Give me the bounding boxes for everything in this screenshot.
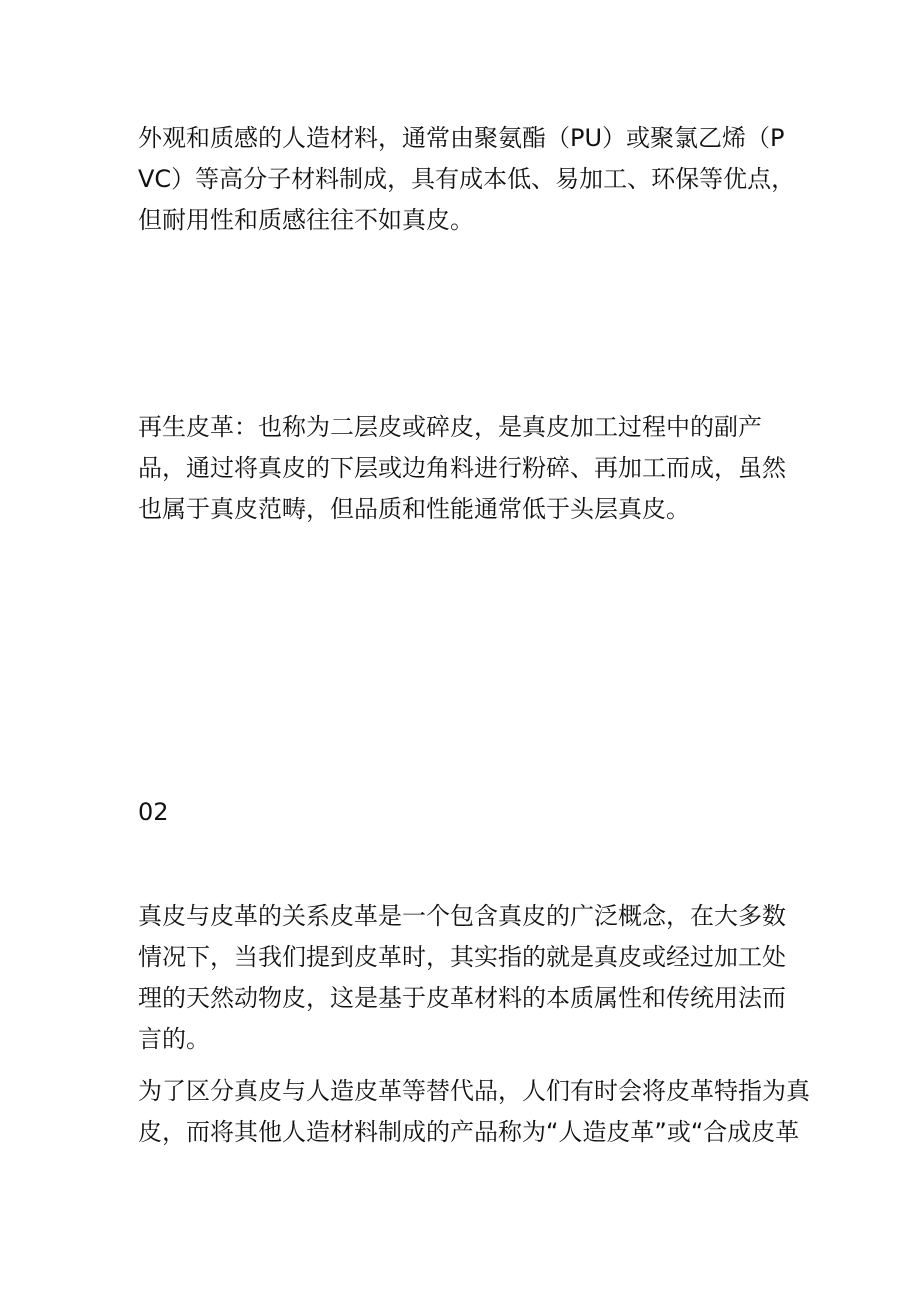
paragraph-distinction [138,1071,810,1157]
paragraph-distinction-line-1: 为了区分真皮与人造皮革等替代品，人们有时会将皮革特指为真 [138,1077,810,1105]
paragraph-leather-relation: 真皮与皮革的关系皮革是一个包含真皮的广泛概念，在大多数情况下，当我们提到皮革时，其实指的就是真皮或经过加工处理的天然动物皮，这是基于皮革材料的本质属性和传统用法而言的。 [138,902,786,1053]
paragraph-distinction-line-2: 皮，而将其他人造材料制成的产品称为“人造皮革”或“合成皮革 [138,1118,800,1146]
paragraph-artificial-leather: 外观和质感的人造材料，通常由聚氨酯（PU）或聚氯乙烯（PVC）等高分子材料制成，具有成本低、易加工、环保等优点，但耐用性和质感往往不如真皮。 [138,124,796,234]
paragraph-recycled-leather: 再生皮革：也称为二层皮或碎皮，是真皮加工过程中的副产品，通过将真皮的下层或边角料进行粉碎、再加工而成，虽然也属于真皮范畴，但品质和性能通常低于头层真皮。 [138,413,786,523]
section-number: 02 [138,798,169,826]
